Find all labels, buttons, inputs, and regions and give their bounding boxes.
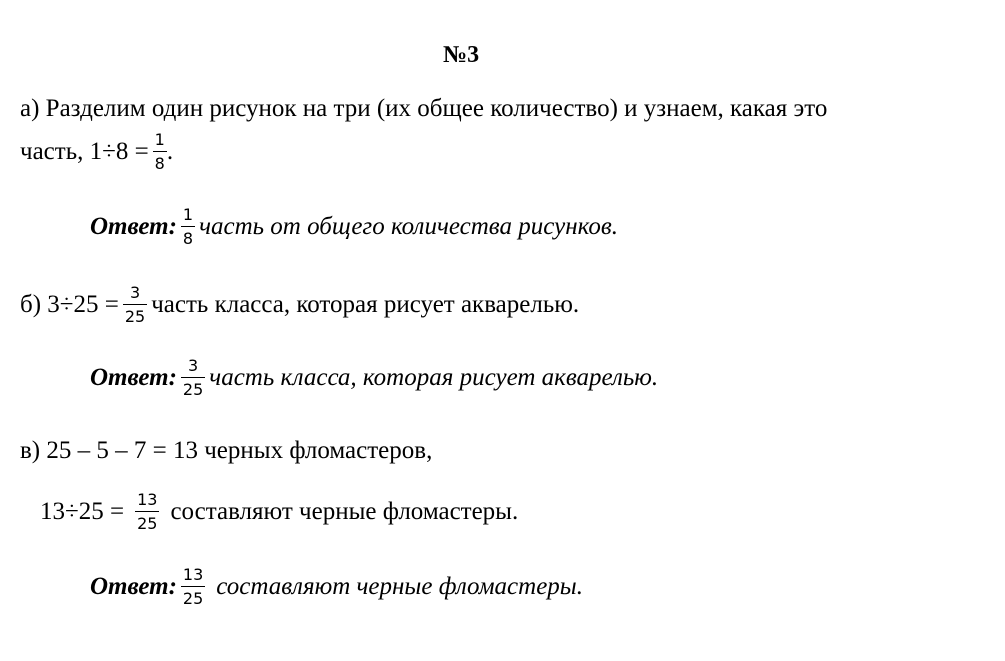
part-a-fraction — [153, 132, 167, 172]
part-c-suffix: составляют черные фломастеры. — [170, 498, 519, 525]
answer-label: Ответ: — [90, 213, 177, 240]
answer-label: Ответ: — [90, 364, 177, 391]
fraction-numerator: 13 — [137, 490, 158, 509]
part-c-answer-text: составляют черные фломастеры. — [216, 573, 583, 600]
fraction-numerator: 3 — [187, 356, 199, 375]
part-b-answer-fraction — [181, 358, 205, 398]
part-c-line-2 — [40, 492, 518, 532]
fraction-denominator: 25 — [137, 514, 158, 533]
part-c-answer-fraction — [181, 567, 205, 607]
part-a-answer-text: часть от общего количества рисунков. — [199, 213, 619, 240]
part-a-line-2 — [20, 132, 173, 172]
problem-number: №3 — [443, 42, 480, 68]
part-c-prefix: 13÷25 = — [40, 498, 125, 525]
part-c-fraction — [135, 492, 159, 532]
part-b-fraction — [123, 285, 147, 325]
fraction-numerator: 3 — [129, 283, 141, 302]
part-a-text-1: а) Разделим один рисунок на три (их общее количество) и узнаем, какая это — [20, 95, 828, 122]
fraction-numerator: 13 — [182, 565, 204, 584]
fraction-numerator: 1 — [182, 205, 194, 224]
part-c-answer — [90, 567, 583, 607]
part-c-text-1: в) 25 – 5 – 7 = 13 черных фломастеров, — [20, 437, 433, 464]
answer-label: Ответ: — [90, 573, 177, 600]
fraction-denominator: 25 — [124, 307, 146, 326]
fraction-denominator: 25 — [182, 589, 204, 608]
fraction-denominator: 8 — [182, 229, 194, 248]
part-a-answer — [90, 207, 618, 247]
fraction-numerator: 1 — [154, 130, 165, 149]
part-a-text-2: часть, 1÷8 = — [20, 138, 149, 165]
part-a-suffix: . — [166, 138, 174, 165]
part-a-answer-fraction — [181, 207, 195, 247]
part-b-suffix: часть класса, которая рисует акварелью. — [151, 291, 580, 318]
part-b-prefix: б) 3÷25 = — [20, 291, 119, 318]
part-a-line-1 — [20, 95, 827, 123]
part-c-line-1 — [20, 437, 432, 465]
part-b-line — [20, 285, 579, 325]
fraction-denominator: 8 — [154, 154, 165, 173]
fraction-denominator: 25 — [182, 380, 204, 399]
part-b-answer-text: часть класса, которая рисует акварелью. — [209, 364, 659, 391]
part-b-answer — [90, 358, 658, 398]
